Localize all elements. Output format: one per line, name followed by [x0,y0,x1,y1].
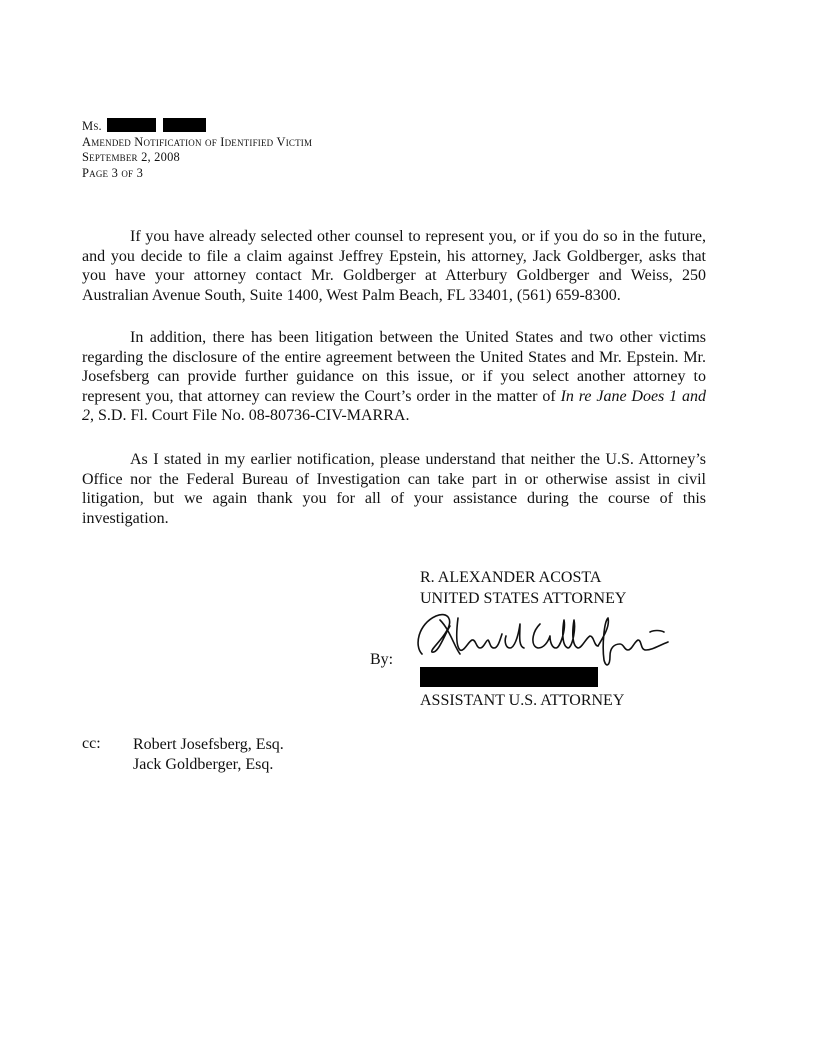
signer-role: ASSISTANT U.S. ATTORNEY [420,692,625,709]
redaction-bar [107,118,156,132]
cc-list [133,735,284,775]
handwritten-signature [410,606,680,676]
case-name: In re Jane Does 1 and 2 [82,387,707,424]
header-title: Amended Notification of Identified Victim [82,134,313,149]
signer-office: UNITED STATES ATTORNEY [420,590,627,607]
paragraph-counsel: If you have already selected other counsel to represent you, or if you do so in the future, and you decide to file a claim against Jeffrey Epstein, his attorney, Jack Goldberger, asks that you have your attorney contact Mr. Goldberger at Atterbury Goldberger and Weiss, 250 Australian Avenue South, Suite 1400, West Palm Beach, FL 33401, (561) 659-8300. [82,228,706,304]
redaction-bar [163,118,206,132]
letter-header [82,118,312,181]
header-page-number: Page 3 of 3 [82,165,144,180]
salutation: Ms. [82,119,102,133]
header-date: September 2, 2008 [82,150,180,164]
cc-recipient: Jack Goldberger, Esq. [133,756,274,773]
paragraph-assistance: As I stated in my earlier notification, please understand that neither the U.S. Attorney’s Office nor the Federal Bureau of Investigation can take part in or otherwise assist in civil litigation, but we again thank you for all of your assistance during the course of this investigation. [82,451,706,527]
paragraph-litigation [82,328,706,426]
paragraph-litigation-text: In addition, there has been litigation between the United States and two other victims regarding the disclosure of the entire agreement between the United States and Mr. Epstein. Mr. Josefsberg can provide further guidance on this issue, or if you select another attorney to represent you, that attorney can review the Court’s order in the matter of [82,329,706,405]
cc-label: cc: [82,735,101,752]
by-label: By: [370,651,394,668]
cc-recipient: Robert Josefsberg, Esq. [133,736,284,753]
redaction-bar [420,667,598,687]
header-salutation-line [82,118,312,135]
signer-name: R. ALEXANDER ACOSTA [420,569,602,586]
paragraph-litigation-tail: , S.D. Fl. Court File No. 08-80736-CIV-MARRA. [90,407,410,424]
